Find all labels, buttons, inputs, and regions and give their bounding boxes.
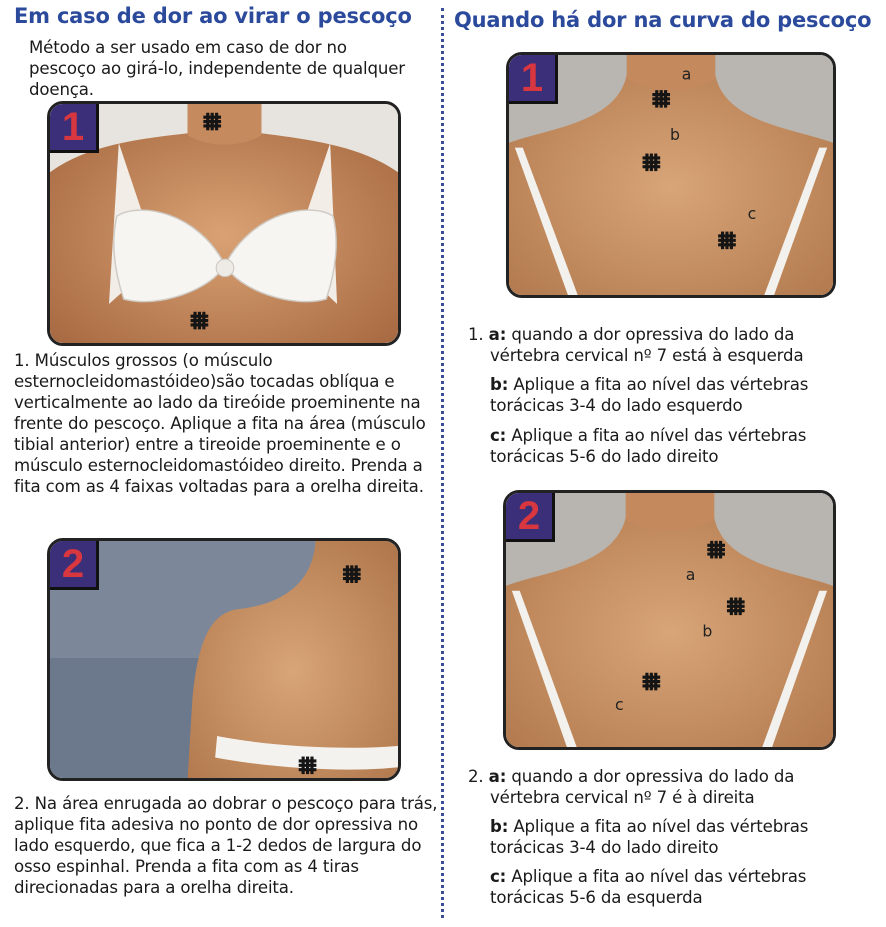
right-title: Quando há dor na curva do pescoço — [454, 8, 872, 32]
left-intro: Método a ser usado em caso de dor no pescoço ao girá-lo, independente de qualquer doença. — [29, 38, 405, 99]
item-key: c: — [490, 867, 507, 886]
left-title: Em caso de dor ao virar o pescoço — [14, 4, 412, 28]
step-number: 2. — [468, 767, 484, 786]
step-number: 1. — [468, 325, 484, 344]
photo-number-badge: 2 — [506, 493, 555, 542]
item-text: torácicas 5-6 do lado direito — [490, 447, 719, 466]
photo-label-a: a — [681, 64, 692, 84]
photo-label-a: a — [685, 564, 696, 584]
item-text: quando a dor opressiva do lado da — [511, 767, 795, 786]
photo-label-b: b — [670, 124, 680, 144]
right-step1-b — [490, 374, 880, 416]
back-photo-2 — [503, 490, 836, 750]
item-key: a: — [488, 767, 507, 786]
back-illustration-2 — [506, 493, 833, 747]
item-text: torácicas 5-6 da esquerda — [490, 888, 703, 907]
left-step2-text: 2. Na área enrugada ao dobrar o pescoço para trás, aplique fita adesiva no ponto de dor opressiva no lado esquerdo, que fica a 1-2 dedos de largura do osso espinhal. Prenda a fita com as 4 tiras direcionadas para a orelha direita. — [14, 794, 438, 897]
item-text: torácicas 3-4 do lado direito — [490, 838, 719, 857]
right-step1-c — [490, 425, 880, 467]
photo-number-badge: 1 — [50, 104, 99, 153]
item-text: Aplique a fita ao nível das vértebras — [511, 426, 807, 445]
right-step2-c — [490, 866, 880, 908]
front-torso-illustration — [50, 104, 398, 343]
right-step2-a — [468, 766, 878, 808]
photo-number-badge: 2 — [50, 541, 99, 590]
item-text: Aplique a fita ao nível das vértebras — [511, 867, 807, 886]
item-text: quando a dor opressiva do lado da — [511, 325, 795, 344]
column-divider — [441, 8, 444, 918]
item-key: a: — [488, 325, 507, 344]
photo-label-c: c — [615, 694, 624, 714]
item-key: c: — [490, 426, 507, 445]
back-photo-1 — [506, 52, 836, 298]
photo-number-badge: 1 — [509, 55, 558, 104]
photo-label-c: c — [747, 203, 757, 223]
left-step1-text: 1. Músculos grossos (o músculo esternocleidomastóideo)são tocadas oblíqua e verticalmente ao lado da tireóide proeminente na frente do pescoço. Aplique a fita na área (músculo tibial anterior) entre a tireoide proeminente e o músculo esternocleidomastóideo direito. Prenda a fita com as 4 faixas voltadas para a orelha direita. — [14, 351, 426, 496]
side-shoulder-illustration — [50, 541, 398, 778]
item-key: b: — [490, 817, 509, 836]
photo-label-b: b — [702, 621, 713, 641]
right-step1-a — [468, 324, 878, 366]
side-neck-photo — [47, 538, 401, 781]
front-neck-photo — [47, 101, 401, 346]
right-step2-b — [490, 816, 880, 858]
item-text: Aplique a fita ao nível das vértebras — [513, 375, 809, 394]
item-text: vértebra cervical nº 7 está à esquerda — [490, 346, 804, 365]
item-text: vértebra cervical nº 7 é à direita — [490, 788, 755, 807]
item-text: Aplique a fita ao nível das vértebras — [513, 817, 809, 836]
item-text: torácicas 3-4 do lado esquerdo — [490, 396, 743, 415]
item-key: b: — [490, 375, 509, 394]
